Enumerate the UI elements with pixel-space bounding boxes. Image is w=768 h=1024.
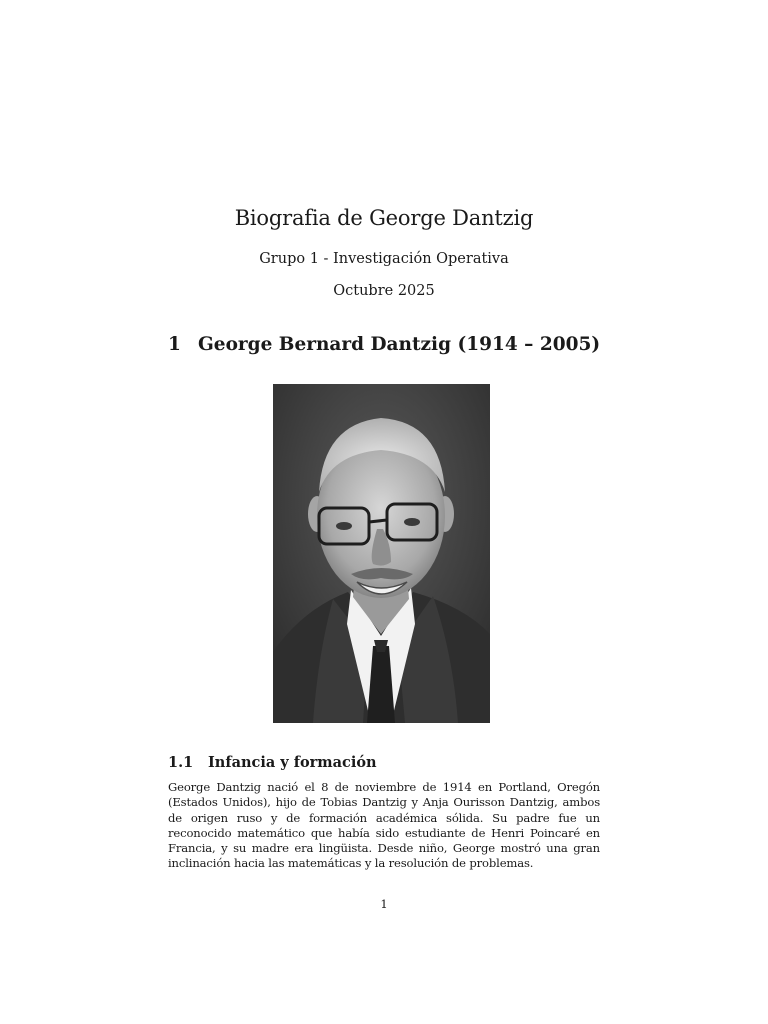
document-title: Biografia de George Dantzig bbox=[234, 206, 534, 230]
body-paragraph: George Dantzig nació el 8 de noviembre de 1914 en Portland, Oregón (Estados Unidos), hijo de Tobias Dantzig y Anja Ourisson Dantzig, ambos de origen ruso y de formación académica sólida. Su padre fue un reconocido matemático que había sido estudiante de Henri Poincaré en Francia, y su madre era lingüista. Desde niño, George mostró una gran inclinación hacia las matemáticas y la resolución de problemas. bbox=[168, 780, 600, 871]
page-number: 1 bbox=[380, 897, 388, 911]
section-title: George Bernard Dantzig (1914 – 2005) bbox=[198, 334, 601, 355]
section-heading bbox=[168, 334, 600, 355]
subsection-title: Infancia y formación bbox=[208, 754, 377, 771]
portrait-photo bbox=[273, 384, 490, 723]
subsection-heading bbox=[168, 754, 377, 771]
subsection-number: 1.1 bbox=[168, 754, 194, 771]
document-date: Octubre 2025 bbox=[333, 283, 435, 299]
section-number: 1 bbox=[168, 334, 181, 355]
document-author: Grupo 1 - Investigación Operativa bbox=[259, 251, 509, 267]
